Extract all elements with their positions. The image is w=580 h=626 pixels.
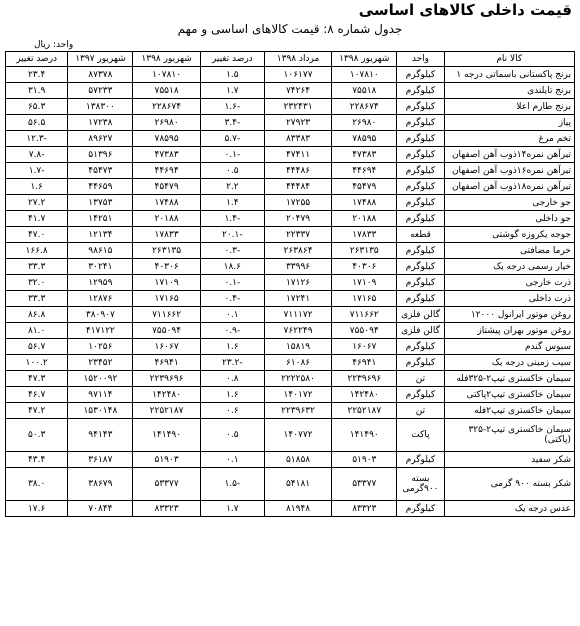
cell-change-monthly: -۲۳.۲: [200, 355, 264, 371]
cell-item-name: سیمان خاکستری تیپ۲پاکتی: [444, 387, 574, 403]
cell-item-name: جو داخلی: [444, 211, 574, 227]
cell-change-monthly: ۰.۵: [200, 163, 264, 179]
cell-change-yearly: ۳۳.۳: [6, 291, 68, 307]
cell-price-shahrivar-1398: ۴۷۳۸۳: [332, 147, 397, 163]
cell-change-yearly: ۳۳.۳: [6, 259, 68, 275]
cell-unit: کیلوگرم: [397, 243, 444, 259]
cell-item-name: عدس درجه یک: [444, 501, 574, 517]
cell-unit: کیلوگرم: [397, 131, 444, 147]
cell-price-shahrivar-1398: ۱۰۷۸۱۰: [332, 67, 397, 83]
cell-price-shahrivar-1398-b: ۲۶۹۸۰: [133, 115, 200, 131]
cell-price-shahrivar-1398: ۴۶۹۴۱: [332, 355, 397, 371]
cell-change-monthly: -۰.۹: [200, 323, 264, 339]
cell-item-name: سیمان خاکستری تیپ۲فله: [444, 403, 574, 419]
cell-price-mordad-1398: ۱۵۸۱۹: [264, 339, 331, 355]
cell-price-shahrivar-1397: ۷۰۸۴۴: [68, 501, 133, 517]
cell-price-shahrivar-1398: ۸۳۳۲۳: [332, 501, 397, 517]
table-row: [6, 501, 575, 517]
cell-price-shahrivar-1398-b: ۱۷۱۰۹: [133, 275, 200, 291]
cell-price-shahrivar-1398: ۴۴۶۹۴: [332, 163, 397, 179]
cell-item-name: تیرآهن نمره۱۴ذوب آهن اصفهان: [444, 147, 574, 163]
cell-unit: کیلوگرم: [397, 259, 444, 275]
cell-item-name: جوجه یکروزه گوشتی: [444, 227, 574, 243]
cell-change-yearly: ۴۷.۲: [6, 403, 68, 419]
header-change-yearly: درصد تغییر: [6, 52, 68, 67]
table-row: [6, 211, 575, 227]
cell-price-mordad-1398: ۱۷۲۴۱: [264, 291, 331, 307]
cell-change-monthly: -۵.۷: [200, 131, 264, 147]
cell-item-name: برنج پاکستانی باسماتی درجه ۱: [444, 67, 574, 83]
cell-change-yearly: ۳۸.۰: [6, 468, 68, 501]
cell-price-mordad-1398: ۴۴۴۸۴: [264, 179, 331, 195]
table-row: [6, 147, 575, 163]
cell-item-name: تخم مرغ: [444, 131, 574, 147]
cell-price-mordad-1398: ۲۶۳۸۶۴: [264, 243, 331, 259]
cell-unit: کیلوگرم: [397, 195, 444, 211]
cell-item-name: خرما مضافتی: [444, 243, 574, 259]
cell-price-shahrivar-1397: ۱۴۲۵۱: [68, 211, 133, 227]
cell-price-shahrivar-1398-b: ۲۶۳۱۳۵: [133, 243, 200, 259]
cell-change-monthly: ۰.۵: [200, 419, 264, 452]
cell-price-shahrivar-1398: ۴۰۳۰۶: [332, 259, 397, 275]
cell-change-monthly: ۱۸.۶: [200, 259, 264, 275]
cell-unit: کیلوگرم: [397, 501, 444, 517]
header-mordad-1398: مرداد ۱۳۹۸: [264, 52, 331, 67]
cell-price-shahrivar-1398: ۱۷۸۳۳: [332, 227, 397, 243]
cell-price-mordad-1398: ۲۳۲۴۳۱: [264, 99, 331, 115]
prices-table: [5, 51, 575, 517]
cell-price-mordad-1398: ۲۰۴۷۹: [264, 211, 331, 227]
table-row: [6, 179, 575, 195]
cell-change-monthly: ۱.۵: [200, 67, 264, 83]
table-row: [6, 291, 575, 307]
cell-change-monthly: ۲.۲: [200, 179, 264, 195]
cell-unit: کیلوگرم: [397, 291, 444, 307]
cell-price-shahrivar-1397: ۸۷۳۷۸: [68, 67, 133, 83]
header-unit: واحد: [397, 52, 444, 67]
cell-price-shahrivar-1398-b: ۱۴۱۴۹۰: [133, 419, 200, 452]
cell-item-name: سیمان خاکستری تیپ۲-۳۲۵فله: [444, 371, 574, 387]
cell-price-mordad-1398: ۵۱۸۵۸: [264, 452, 331, 468]
cell-price-shahrivar-1398-b: ۷۵۵۰۹۴: [133, 323, 200, 339]
cell-change-yearly: ۴۷.۰: [6, 227, 68, 243]
cell-unit: کیلوگرم: [397, 147, 444, 163]
header-change-monthly: درصد تغییر: [200, 52, 264, 67]
unit-note: واحد: ریال: [34, 40, 74, 50]
cell-price-shahrivar-1397: ۹۴۱۴۳: [68, 419, 133, 452]
cell-change-yearly: ۸۱.۰: [6, 323, 68, 339]
cell-price-shahrivar-1397: ۵۱۳۹۶: [68, 147, 133, 163]
cell-price-shahrivar-1397: ۱۷۲۳۸: [68, 115, 133, 131]
cell-price-shahrivar-1398: ۱۴۲۴۸۰: [332, 387, 397, 403]
cell-item-name: سیمان خاکستری تیپ۲-۳۲۵ (پاکتی): [444, 419, 574, 452]
cell-change-monthly: ۱.۶: [200, 387, 264, 403]
cell-item-name: روغن موتور بهران پیشتاز: [444, 323, 574, 339]
cell-change-monthly: -۱.۴: [200, 211, 264, 227]
header-item-name: کالا نام: [444, 52, 574, 67]
cell-change-yearly: ۴۶.۷: [6, 387, 68, 403]
cell-change-yearly: ۱۶۶.۸: [6, 243, 68, 259]
table-body: [6, 67, 575, 517]
cell-change-monthly: -۰.۱: [200, 147, 264, 163]
cell-change-yearly: ۶۵.۳: [6, 99, 68, 115]
cell-unit: کیلوگرم: [397, 99, 444, 115]
cell-item-name: تیرآهن نمره۱۶ذوب آهن اصفهان: [444, 163, 574, 179]
cell-price-mordad-1398: ۲۲۲۲۵۸۰: [264, 371, 331, 387]
cell-price-mordad-1398: ۲۲۳۳۷: [264, 227, 331, 243]
table-row: [6, 468, 575, 501]
cell-price-shahrivar-1398-b: ۴۰۳۰۶: [133, 259, 200, 275]
cell-unit: کیلوگرم: [397, 275, 444, 291]
table-row: [6, 131, 575, 147]
table-row: [6, 339, 575, 355]
cell-item-name: شکر بسته ۹۰۰ گرمی: [444, 468, 574, 501]
cell-price-shahrivar-1398-b: ۸۳۳۲۳: [133, 501, 200, 517]
table-row: [6, 163, 575, 179]
table-row: [6, 67, 575, 83]
cell-price-shahrivar-1398: ۱۷۱۶۵: [332, 291, 397, 307]
cell-change-yearly: ۱۰۰.۲: [6, 355, 68, 371]
cell-price-shahrivar-1397: ۳۸۰۹۰۷: [68, 307, 133, 323]
cell-change-monthly: ۱.۴: [200, 195, 264, 211]
cell-unit: گالن فلزی: [397, 307, 444, 323]
cell-price-shahrivar-1398: ۲۰۱۸۸: [332, 211, 397, 227]
cell-price-shahrivar-1398: ۵۱۹۰۳: [332, 452, 397, 468]
cell-price-mordad-1398: ۲۲۳۹۶۳۲: [264, 403, 331, 419]
cell-price-mordad-1398: ۷۱۱۱۷۲: [264, 307, 331, 323]
cell-change-yearly: ۳۱.۹: [6, 83, 68, 99]
cell-change-yearly: ۲۷.۲: [6, 195, 68, 211]
table-row: [6, 403, 575, 419]
cell-change-monthly: -۰.۱: [200, 275, 264, 291]
cell-price-shahrivar-1397: ۹۷۱۱۴: [68, 387, 133, 403]
cell-price-shahrivar-1397: ۳۶۱۸۷: [68, 452, 133, 468]
cell-unit: گالن فلزی: [397, 323, 444, 339]
cell-item-name: جو خارجی: [444, 195, 574, 211]
cell-unit: کیلوگرم: [397, 211, 444, 227]
cell-item-name: ذرت خارجی: [444, 275, 574, 291]
cell-price-shahrivar-1397: ۱۲۸۷۶: [68, 291, 133, 307]
cell-unit: کیلوگرم: [397, 387, 444, 403]
cell-unit: قطعه: [397, 227, 444, 243]
cell-change-monthly: -۰.۴: [200, 291, 264, 307]
table-row: [6, 323, 575, 339]
cell-item-name: برنج طارم اعلا: [444, 99, 574, 115]
cell-price-shahrivar-1398-b: ۱۷۱۶۵: [133, 291, 200, 307]
cell-change-monthly: ۰.۶: [200, 403, 264, 419]
cell-price-shahrivar-1397: ۹۸۶۱۵: [68, 243, 133, 259]
cell-price-mordad-1398: ۴۴۴۸۶: [264, 163, 331, 179]
cell-price-shahrivar-1398-b: ۷۸۵۹۵: [133, 131, 200, 147]
cell-price-mordad-1398: ۱۷۲۵۵: [264, 195, 331, 211]
cell-price-mordad-1398: ۳۳۹۹۶: [264, 259, 331, 275]
cell-price-shahrivar-1398: ۲۲۳۹۶۹۶: [332, 371, 397, 387]
cell-price-shahrivar-1398: ۱۷۴۸۸: [332, 195, 397, 211]
table-row: [6, 195, 575, 211]
cell-change-yearly: ۴۷.۳: [6, 371, 68, 387]
cell-price-shahrivar-1398-b: ۱۶۰۶۷: [133, 339, 200, 355]
cell-price-shahrivar-1398-b: ۴۵۴۷۹: [133, 179, 200, 195]
cell-change-monthly: -۳.۴: [200, 115, 264, 131]
cell-change-yearly: -۱.۷: [6, 163, 68, 179]
cell-price-shahrivar-1397: ۳۸۶۷۹: [68, 468, 133, 501]
cell-price-shahrivar-1397: ۱۳۷۵۳: [68, 195, 133, 211]
table-row: [6, 83, 575, 99]
cell-price-shahrivar-1397: ۱۲۹۵۹: [68, 275, 133, 291]
table-row: [6, 355, 575, 371]
table-row: [6, 452, 575, 468]
table-row: [6, 227, 575, 243]
cell-price-shahrivar-1398-b: ۴۶۹۴۱: [133, 355, 200, 371]
cell-price-shahrivar-1398-b: ۲۲۸۶۷۴: [133, 99, 200, 115]
table-row: [6, 115, 575, 131]
cell-price-shahrivar-1397: ۴۵۴۷۳: [68, 163, 133, 179]
cell-change-monthly: ۰.۸: [200, 371, 264, 387]
cell-change-monthly: ۰.۱: [200, 307, 264, 323]
header-shahrivar-1398: شهریور ۱۳۹۸: [332, 52, 397, 67]
cell-item-name: پیاز: [444, 115, 574, 131]
cell-price-shahrivar-1398-b: ۱۷۴۸۸: [133, 195, 200, 211]
cell-unit: کیلوگرم: [397, 67, 444, 83]
table-row: [6, 275, 575, 291]
cell-change-yearly: ۵۶.۵: [6, 115, 68, 131]
cell-unit: کیلوگرم: [397, 83, 444, 99]
cell-unit: پاکت: [397, 419, 444, 452]
cell-change-yearly: ۸۶.۸: [6, 307, 68, 323]
cell-price-shahrivar-1397: ۲۳۴۵۲: [68, 355, 133, 371]
table-row: [6, 419, 575, 452]
cell-unit: تن: [397, 403, 444, 419]
cell-price-shahrivar-1398: ۵۳۳۷۷: [332, 468, 397, 501]
cell-unit: بسته ۹۰۰گرمی: [397, 468, 444, 501]
cell-price-shahrivar-1398: ۷۵۵۱۸: [332, 83, 397, 99]
cell-price-shahrivar-1397: ۳۰۲۴۱: [68, 259, 133, 275]
cell-change-monthly: ۱.۷: [200, 501, 264, 517]
cell-unit: تن: [397, 371, 444, 387]
cell-price-shahrivar-1398-b: ۲۲۳۹۶۹۶: [133, 371, 200, 387]
cell-price-shahrivar-1397: ۵۷۲۳۳: [68, 83, 133, 99]
cell-change-yearly: ۱.۶: [6, 179, 68, 195]
cell-change-yearly: ۴۳.۴: [6, 452, 68, 468]
cell-price-shahrivar-1398-b: ۲۰۱۸۸: [133, 211, 200, 227]
cell-change-yearly: ۴۱.۷: [6, 211, 68, 227]
cell-unit: کیلوگرم: [397, 163, 444, 179]
cell-price-shahrivar-1398-b: ۴۷۳۸۳: [133, 147, 200, 163]
table-row: [6, 307, 575, 323]
table-row: [6, 99, 575, 115]
cell-price-shahrivar-1398: ۲۲۸۶۷۴: [332, 99, 397, 115]
cell-change-yearly: -۱۲.۳: [6, 131, 68, 147]
cell-price-shahrivar-1397: ۱۳۸۳۰۰: [68, 99, 133, 115]
cell-price-mordad-1398: ۱۴۰۱۷۲: [264, 387, 331, 403]
cell-price-shahrivar-1397: ۴۴۶۵۹: [68, 179, 133, 195]
table-row: [6, 259, 575, 275]
cell-price-shahrivar-1398: ۷۸۵۹۵: [332, 131, 397, 147]
cell-price-shahrivar-1398-b: ۷۵۵۱۸: [133, 83, 200, 99]
cell-price-shahrivar-1398-b: ۱۷۸۳۳: [133, 227, 200, 243]
cell-unit: کیلوگرم: [397, 355, 444, 371]
cell-price-shahrivar-1397: ۱۲۱۳۴: [68, 227, 133, 243]
cell-price-shahrivar-1397: ۱۵۳۰۱۴۸: [68, 403, 133, 419]
header-shahrivar-1398-b: شهریور ۱۳۹۸: [133, 52, 200, 67]
cell-change-monthly: -۱.۶: [200, 99, 264, 115]
cell-price-mordad-1398: ۷۴۲۶۴: [264, 83, 331, 99]
cell-change-yearly: ۵۰.۳: [6, 419, 68, 452]
cell-price-shahrivar-1398: ۷۵۵۰۹۴: [332, 323, 397, 339]
table-caption: جدول شماره ۸: قیمت کالاهای اساسی و مهم: [177, 22, 403, 36]
cell-change-monthly: -۱.۵: [200, 468, 264, 501]
cell-item-name: شکر سفید: [444, 452, 574, 468]
cell-price-shahrivar-1398: ۱۴۱۴۹۰: [332, 419, 397, 452]
cell-price-shahrivar-1398-b: ۷۱۱۶۶۲: [133, 307, 200, 323]
cell-price-mordad-1398: ۶۱۰۸۶: [264, 355, 331, 371]
cell-price-shahrivar-1398: ۷۱۱۶۶۲: [332, 307, 397, 323]
cell-change-monthly: -۰.۳: [200, 243, 264, 259]
cell-price-mordad-1398: ۷۶۲۲۴۹: [264, 323, 331, 339]
cell-change-yearly: ۲۳.۴: [6, 67, 68, 83]
cell-price-mordad-1398: ۵۴۱۸۱: [264, 468, 331, 501]
cell-change-monthly: -۲۰.۱: [200, 227, 264, 243]
cell-item-name: روغن موتور ایرانول ۱۲۰۰۰: [444, 307, 574, 323]
cell-change-yearly: ۳۲.۰: [6, 275, 68, 291]
cell-item-name: سیب زمینی درجه یک: [444, 355, 574, 371]
cell-price-shahrivar-1398-b: ۱۰۷۸۱۰: [133, 67, 200, 83]
header-shahrivar-1397: شهریور ۱۳۹۷: [68, 52, 133, 67]
cell-change-monthly: ۱.۷: [200, 83, 264, 99]
cell-item-name: برنج تایلندی: [444, 83, 574, 99]
cell-price-shahrivar-1398: ۲۶۳۱۳۵: [332, 243, 397, 259]
cell-unit: کیلوگرم: [397, 339, 444, 355]
cell-price-mordad-1398: ۸۱۹۴۸: [264, 501, 331, 517]
cell-price-shahrivar-1398-b: ۲۲۵۲۱۸۷: [133, 403, 200, 419]
cell-price-mordad-1398: ۱۷۱۲۶: [264, 275, 331, 291]
cell-item-name: ذرت داخلی: [444, 291, 574, 307]
cell-price-shahrivar-1397: ۱۵۲۰۰۹۲: [68, 371, 133, 387]
cell-price-shahrivar-1398-b: ۴۴۶۹۴: [133, 163, 200, 179]
cell-change-monthly: ۰.۱: [200, 452, 264, 468]
cell-price-mordad-1398: ۲۷۹۲۳: [264, 115, 331, 131]
cell-price-mordad-1398: ۴۷۴۱۱: [264, 147, 331, 163]
cell-item-name: تیرآهن نمره۱۸ذوب آهن اصفهان: [444, 179, 574, 195]
table-row: [6, 387, 575, 403]
cell-unit: کیلوگرم: [397, 452, 444, 468]
table-row: [6, 243, 575, 259]
cell-price-shahrivar-1398-b: ۱۴۲۴۸۰: [133, 387, 200, 403]
cell-price-shahrivar-1398: ۲۲۵۲۱۸۷: [332, 403, 397, 419]
cell-price-shahrivar-1398-b: ۵۱۹۰۳: [133, 452, 200, 468]
cell-unit: کیلوگرم: [397, 115, 444, 131]
cell-price-shahrivar-1398: ۱۷۱۰۹: [332, 275, 397, 291]
table-header-row: [6, 52, 575, 67]
cell-change-yearly: ۵۶.۷: [6, 339, 68, 355]
cell-price-shahrivar-1397: ۱۰۲۵۶: [68, 339, 133, 355]
cell-price-shahrivar-1398-b: ۵۳۳۷۷: [133, 468, 200, 501]
page-heading: قیمت داخلی کالاهای اساسی: [358, 1, 572, 19]
cell-change-monthly: ۱.۶: [200, 339, 264, 355]
cell-price-shahrivar-1398: ۱۶۰۶۷: [332, 339, 397, 355]
cell-price-shahrivar-1397: ۴۱۷۱۲۲: [68, 323, 133, 339]
cell-price-mordad-1398: ۱۴۰۷۷۲: [264, 419, 331, 452]
cell-change-yearly: ۱۷.۶: [6, 501, 68, 517]
cell-price-shahrivar-1397: ۸۹۶۲۷: [68, 131, 133, 147]
cell-price-mordad-1398: ۱۰۶۱۷۷: [264, 67, 331, 83]
cell-change-yearly: -۷.۸: [6, 147, 68, 163]
cell-price-mordad-1398: ۸۳۳۸۳: [264, 131, 331, 147]
table-row: [6, 371, 575, 387]
cell-item-name: سبوس گندم: [444, 339, 574, 355]
cell-unit: کیلوگرم: [397, 179, 444, 195]
cell-item-name: خیار رسمی درجه یک: [444, 259, 574, 275]
cell-price-shahrivar-1398: ۴۵۴۷۹: [332, 179, 397, 195]
cell-price-shahrivar-1398: ۲۶۹۸۰: [332, 115, 397, 131]
